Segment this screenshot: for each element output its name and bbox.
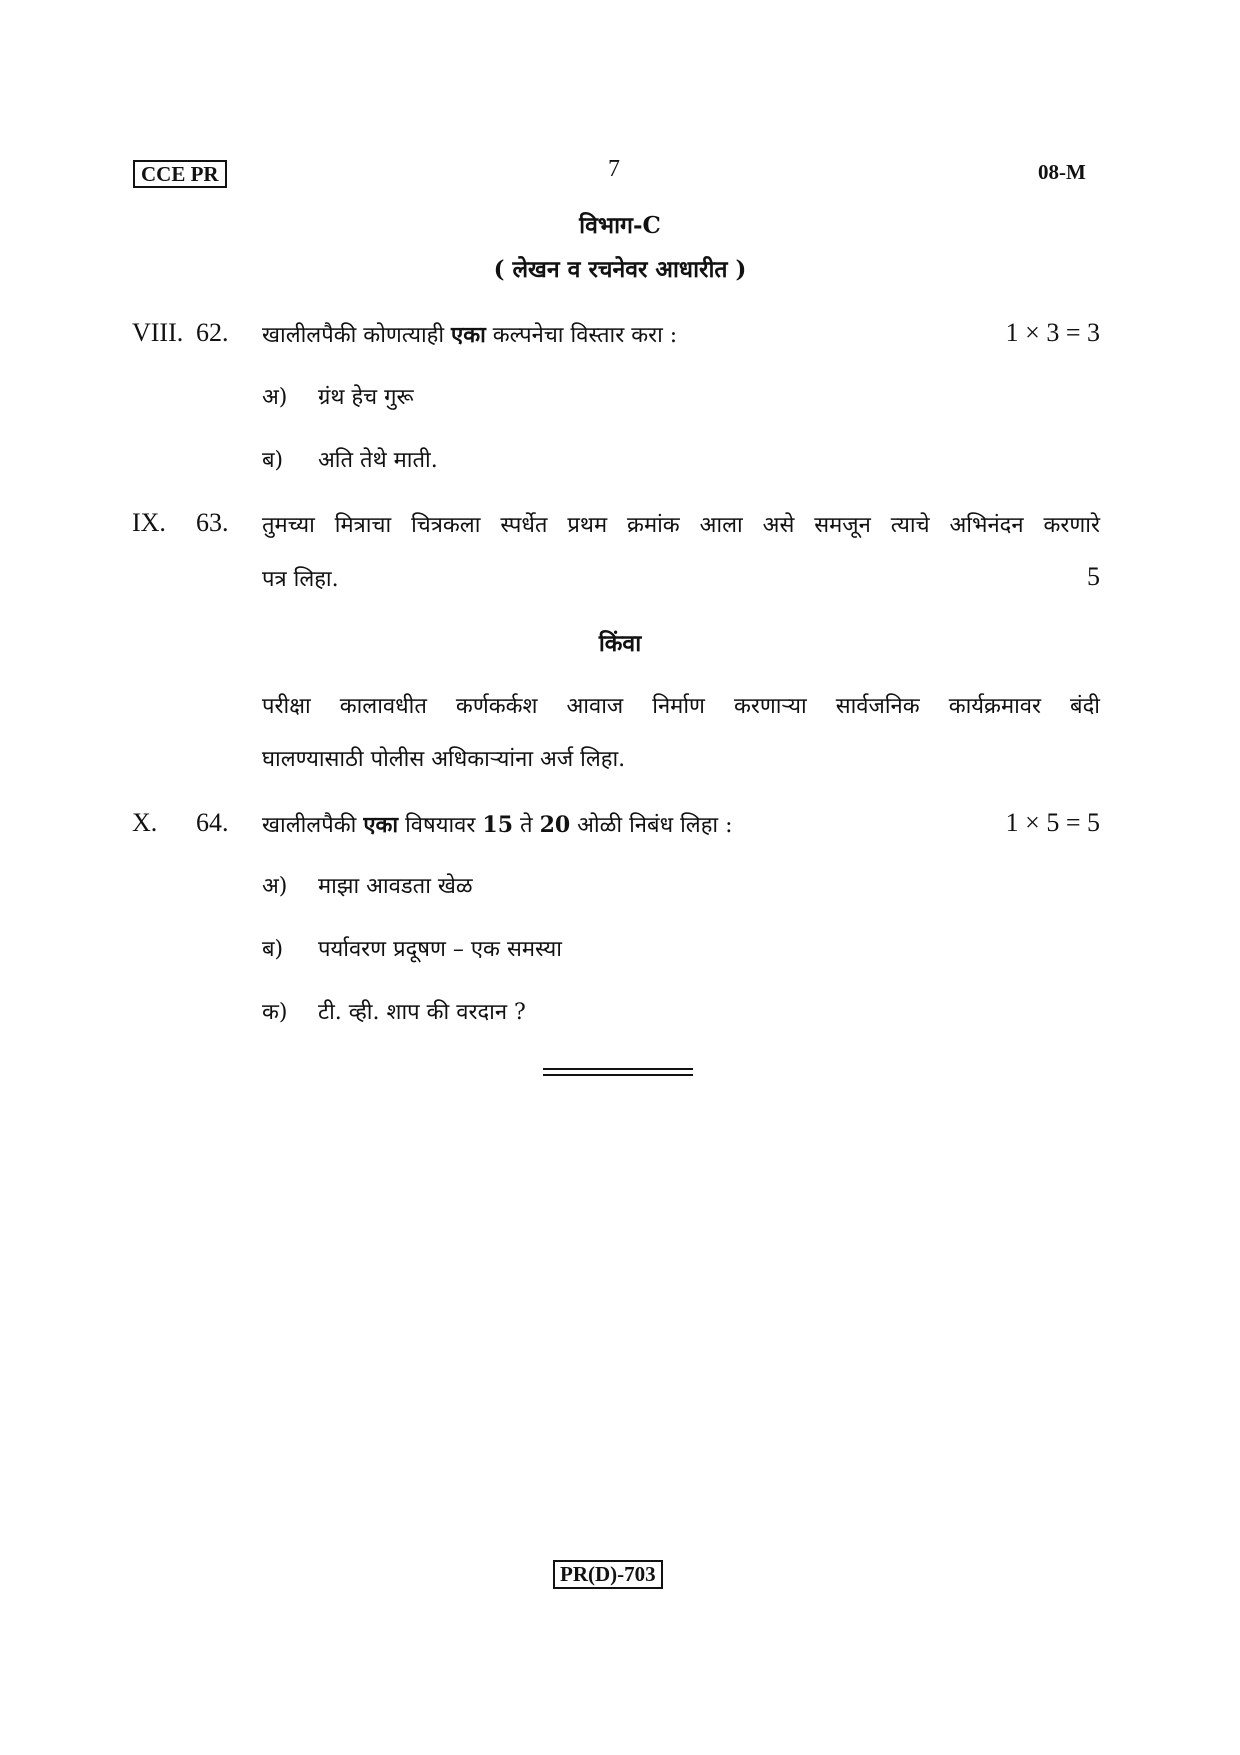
option-label: क): [262, 1000, 288, 1025]
question-number: 63.: [196, 508, 229, 537]
question-text-part: खालीलपैकी: [262, 813, 364, 838]
option-label: अ): [262, 385, 288, 410]
question-roman: VIII.: [132, 318, 184, 347]
question-marks: 1 × 3 = 3: [1005, 318, 1100, 347]
option-label: अ): [262, 874, 288, 899]
question-text-emphasis: 15: [482, 812, 514, 838]
option-text: टी. व्ही. शाप की वरदान ?: [318, 1000, 526, 1025]
question-text-part: खालीलपैकी कोणत्याही: [262, 323, 452, 348]
option-text: माझा आवडता खेळ: [318, 874, 473, 899]
option-text: पर्यावरण प्रदूषण – एक समस्या: [318, 937, 562, 962]
question-text-part: ते: [513, 813, 540, 838]
end-rule-bottom: [543, 1074, 693, 1076]
footer-code: PR(D)-703: [553, 1560, 663, 1589]
header-left-code: CCE PR: [133, 160, 227, 188]
question-text-emphasis: एका: [451, 322, 486, 348]
end-rule-top: [543, 1068, 693, 1070]
option-text: ग्रंथ हेच गुरू: [318, 385, 414, 410]
option-label: ब): [262, 937, 284, 962]
question-text-line: तुमच्या मित्राचा चित्रकला स्पर्धेत प्रथम क्रमांक आला असे समजून त्याचे अभिनंदन करणारे: [262, 513, 1100, 538]
question-text: [262, 809, 733, 839]
question-marks: 5: [1087, 562, 1100, 591]
question-text-part: ओळी निबंध लिहा :: [570, 813, 733, 838]
question-text-emphasis: एका: [363, 812, 399, 838]
question-number: 62.: [196, 318, 229, 347]
question-text: [262, 319, 677, 349]
alt-question-text-line: घालण्यासाठी पोलीस अधिकाऱ्यांना अर्ज लिहा.: [262, 747, 626, 772]
question-text-emphasis: 20: [539, 812, 571, 838]
question-marks: 1 × 5 = 5: [1005, 808, 1100, 837]
section-title: विभाग-C: [579, 212, 661, 239]
page-number: 7: [608, 156, 620, 182]
question-roman: X.: [132, 808, 158, 837]
question-text-part: विषयावर: [398, 813, 483, 838]
question-number: 64.: [196, 808, 229, 837]
option-text: अति तेथे माती.: [318, 448, 438, 473]
question-text-part: कल्पनेचा विस्तार करा :: [485, 323, 678, 348]
question-roman: IX.: [132, 508, 166, 537]
question-text-line: पत्र लिहा.: [262, 567, 339, 592]
header-right-code: 08-M: [1038, 160, 1086, 184]
alt-question-text-line: परीक्षा कालावधीत कर्णकर्कश आवाज निर्माण करणाऱ्या सार्वजनिक कार्यक्रमावर बंदी: [262, 694, 1100, 719]
or-divider: किंवा: [598, 630, 642, 657]
section-subtitle: ( लेखन व रचनेवर आधारीत ): [493, 256, 747, 283]
option-label: ब): [262, 448, 284, 473]
